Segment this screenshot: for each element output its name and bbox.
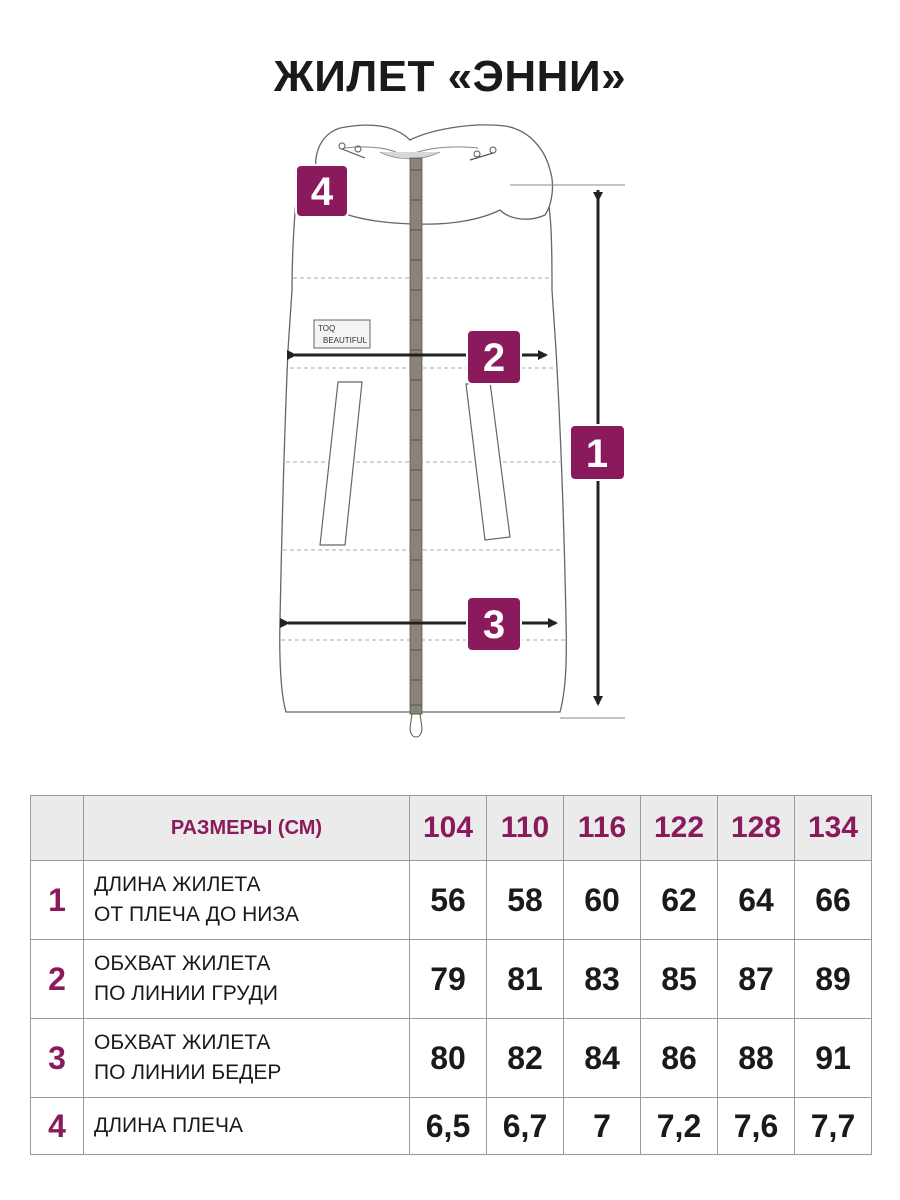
label-line-1: TOQ bbox=[318, 324, 336, 333]
value-cell: 7,7 bbox=[795, 1098, 872, 1155]
size-header: 134 bbox=[795, 796, 872, 861]
zipper-pull bbox=[410, 714, 422, 737]
value-cell: 79 bbox=[410, 940, 487, 1019]
row-number: 3 bbox=[31, 1019, 84, 1098]
size-header: 104 bbox=[410, 796, 487, 861]
marker-badge-4 bbox=[296, 165, 348, 217]
value-cell: 84 bbox=[564, 1019, 641, 1098]
value-cell: 64 bbox=[718, 861, 795, 940]
row-number: 2 bbox=[31, 940, 84, 1019]
value-cell: 58 bbox=[487, 861, 564, 940]
value-cell: 89 bbox=[795, 940, 872, 1019]
value-cell: 82 bbox=[487, 1019, 564, 1098]
row-description: ОБХВАТ ЖИЛЕТА ПО ЛИНИИ ГРУДИ bbox=[84, 940, 410, 1019]
marker-badge-1 bbox=[570, 425, 625, 480]
value-cell: 80 bbox=[410, 1019, 487, 1098]
value-cell: 7 bbox=[564, 1098, 641, 1155]
value-cell: 86 bbox=[641, 1019, 718, 1098]
marker-badge-3 bbox=[467, 597, 521, 651]
row-number: 4 bbox=[31, 1098, 84, 1155]
row-description: ДЛИНА ПЛЕЧА bbox=[84, 1098, 410, 1155]
zipper bbox=[410, 158, 422, 714]
table-header-row bbox=[31, 796, 872, 861]
value-cell: 62 bbox=[641, 861, 718, 940]
value-cell: 83 bbox=[564, 940, 641, 1019]
size-header: 116 bbox=[564, 796, 641, 861]
page-title: ЖИЛЕТ «ЭННИ» bbox=[273, 52, 627, 101]
value-cell: 66 bbox=[795, 861, 872, 940]
value-cell: 7,2 bbox=[641, 1098, 718, 1155]
table-row bbox=[31, 1019, 872, 1098]
header-corner-cell bbox=[31, 796, 84, 861]
value-cell: 88 bbox=[718, 1019, 795, 1098]
row-description: ОБХВАТ ЖИЛЕТА ПО ЛИНИИ БЕДЕР bbox=[84, 1019, 410, 1098]
value-cell: 7,6 bbox=[718, 1098, 795, 1155]
value-cell: 87 bbox=[718, 940, 795, 1019]
row-number: 1 bbox=[31, 861, 84, 940]
value-cell: 56 bbox=[410, 861, 487, 940]
size-header: 128 bbox=[718, 796, 795, 861]
value-cell: 60 bbox=[564, 861, 641, 940]
svg-text:2: 2 bbox=[482, 336, 506, 380]
table-row bbox=[31, 1098, 872, 1155]
value-cell: 6,5 bbox=[410, 1098, 487, 1155]
label-line-2: BEAUTIFUL bbox=[323, 336, 368, 345]
value-cell: 81 bbox=[487, 940, 564, 1019]
value-cell: 6,7 bbox=[487, 1098, 564, 1155]
value-cell: 91 bbox=[795, 1019, 872, 1098]
svg-text:4: 4 bbox=[310, 170, 334, 214]
marker-badge-2 bbox=[467, 330, 521, 384]
row-description: ДЛИНА ЖИЛЕТА ОТ ПЛЕЧА ДО НИЗА bbox=[84, 861, 410, 940]
svg-text:1: 1 bbox=[585, 432, 609, 476]
vest-outline bbox=[280, 165, 567, 712]
brand-label-tag bbox=[314, 320, 370, 348]
value-cell: 85 bbox=[641, 940, 718, 1019]
size-header: 110 bbox=[487, 796, 564, 861]
vest-hood bbox=[316, 125, 553, 224]
header-label: РАЗМЕРЫ (СМ) bbox=[84, 796, 410, 861]
size-table bbox=[30, 795, 872, 1155]
size-header: 122 bbox=[641, 796, 718, 861]
table-row bbox=[31, 861, 872, 940]
svg-text:3: 3 bbox=[482, 603, 506, 647]
table-row bbox=[31, 940, 872, 1019]
